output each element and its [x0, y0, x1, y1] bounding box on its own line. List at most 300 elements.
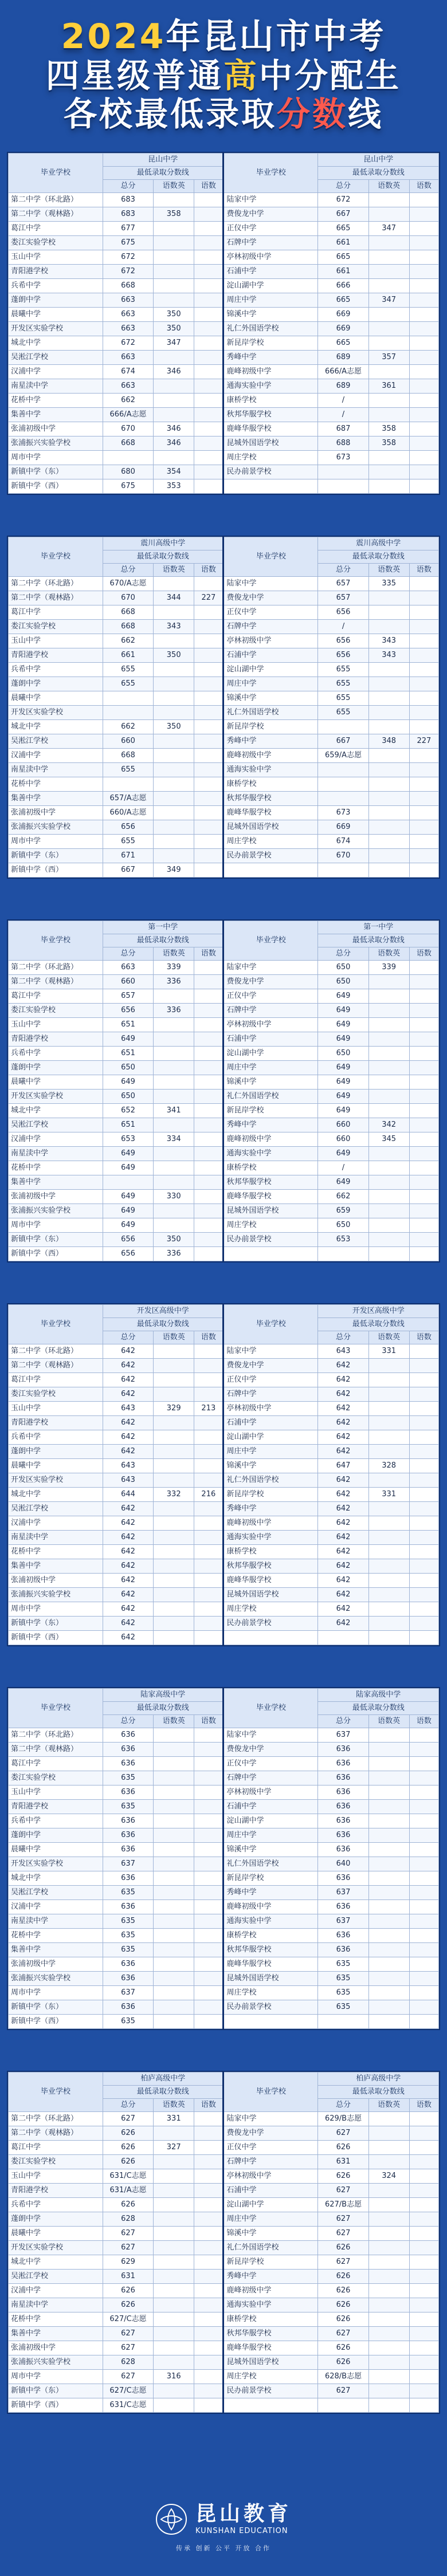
total-score-cell: 627	[103, 2341, 153, 2355]
table-row	[9, 1090, 439, 1104]
chinese-math-cell	[194, 1359, 223, 1373]
header-school: 毕业学校	[223, 921, 318, 961]
total-score-cell: 637	[318, 1886, 368, 1900]
school-name-cell: 周庄中学	[223, 677, 318, 691]
chinese-math-cell	[194, 1843, 223, 1857]
school-name-cell: 张浦振兴实验学校	[9, 1972, 103, 1986]
school-name-cell: 石牌中学	[223, 620, 318, 634]
total-score-cell: 649	[103, 1190, 153, 1204]
school-name-cell: 吴淞江学校	[9, 2270, 103, 2284]
total-score-cell: 655	[318, 706, 368, 720]
header-chinese-math-english: 语数英	[154, 947, 194, 961]
total-score-cell: 642	[318, 1559, 368, 1574]
school-name-cell: 兵希中学	[9, 1814, 103, 1828]
chinese-math-english-cell	[154, 1032, 194, 1047]
chinese-math-english-cell	[154, 706, 194, 720]
chinese-math-cell	[194, 1459, 223, 1473]
school-name-cell: 鹿峰华服学校	[223, 1574, 318, 1588]
total-score-cell: 688	[318, 436, 368, 451]
chinese-math-english-cell	[154, 2298, 194, 2312]
table-row	[9, 2327, 439, 2341]
chinese-math-cell	[409, 351, 438, 365]
school-name-cell: 葛江中学	[9, 2141, 103, 2155]
chinese-math-english-cell	[154, 663, 194, 677]
school-name-cell: 集善中学	[9, 2327, 103, 2341]
header-school: 毕业学校	[9, 921, 103, 961]
chinese-math-cell	[409, 1402, 438, 1416]
table-row	[9, 1900, 439, 1914]
chinese-math-english-cell	[368, 2015, 409, 2029]
school-name-cell: 周市中学	[9, 1602, 103, 1617]
header-chinese-math-english: 语数英	[368, 2099, 409, 2112]
school-name-cell: 开发区实验学校	[9, 1090, 103, 1104]
total-score-cell: 642	[318, 1359, 368, 1373]
chinese-math-cell	[194, 1373, 223, 1387]
chinese-math-english-cell	[154, 1757, 194, 1771]
school-name-cell	[223, 1631, 318, 1645]
table-row	[9, 677, 439, 691]
chinese-math-english-cell: 350	[154, 720, 194, 734]
table-row	[9, 849, 439, 863]
school-name-cell: 兵希中学	[9, 1047, 103, 1061]
chinese-math-english-cell	[368, 1900, 409, 1914]
score-section	[7, 1687, 440, 2030]
chinese-math-cell	[409, 222, 438, 236]
chinese-math-english-cell	[154, 2398, 194, 2413]
chinese-math-english-cell	[368, 1857, 409, 1871]
school-name-cell	[223, 479, 318, 494]
table-row	[9, 1574, 439, 1588]
total-score-cell: 668	[103, 605, 153, 620]
chinese-math-english-cell	[154, 763, 194, 777]
chinese-math-cell	[194, 1617, 223, 1631]
total-score-cell: 656	[103, 820, 153, 835]
chinese-math-english-cell	[154, 1843, 194, 1857]
chinese-math-cell	[194, 663, 223, 677]
chinese-math-english-cell	[368, 1588, 409, 1602]
chinese-math-english-cell	[154, 2284, 194, 2298]
header-chinese-math: 语数	[409, 564, 438, 577]
chinese-math-cell	[409, 1190, 438, 1204]
table-row	[9, 1785, 439, 1800]
school-name-cell: 亭林初级中学	[223, 1785, 318, 1800]
total-score-cell: 660	[318, 1132, 368, 1147]
chinese-math-english-cell	[154, 2312, 194, 2327]
score-table	[8, 1688, 439, 2029]
total-score-cell: 626	[318, 2270, 368, 2284]
logo-mark-icon	[155, 2503, 187, 2535]
logo-chinese-name: 昆山教育	[195, 2502, 292, 2526]
school-name-cell: 正仪中学	[223, 2141, 318, 2155]
school-name-cell: 周市中学	[9, 451, 103, 465]
total-score-cell: 636	[103, 1785, 153, 1800]
school-name-cell: 石牌中学	[223, 236, 318, 250]
chinese-math-cell	[409, 849, 438, 863]
table-row	[9, 2169, 439, 2184]
header-chinese-math-english: 语数英	[154, 564, 194, 577]
total-score-cell: 635	[103, 1929, 153, 1943]
total-score-cell: 631/A志愿	[103, 2184, 153, 2198]
chinese-math-cell: 216	[194, 1488, 223, 1502]
chinese-math-english-cell	[154, 1771, 194, 1785]
school-name-cell: 青阳港学校	[9, 1416, 103, 1430]
chinese-math-cell	[194, 1387, 223, 1402]
total-score-cell: 677	[103, 222, 153, 236]
school-name-cell: 吴淞江学校	[9, 1118, 103, 1132]
school-name-cell: 玉山中学	[9, 1018, 103, 1032]
chinese-math-cell	[194, 1785, 223, 1800]
chinese-math-cell	[194, 835, 223, 849]
total-score-cell: 626	[103, 2198, 153, 2212]
chinese-math-cell	[409, 193, 438, 207]
chinese-math-cell	[194, 577, 223, 591]
header-chinese-math: 语数	[194, 564, 223, 577]
chinese-math-cell	[194, 2255, 223, 2270]
table-row	[9, 379, 439, 394]
school-name-cell: 正仪中学	[223, 605, 318, 620]
school-name-cell: 兵希中学	[9, 1430, 103, 1445]
school-name-cell: 吴淞江学校	[9, 1502, 103, 1516]
table-row	[9, 394, 439, 408]
chinese-math-english-cell	[154, 1972, 194, 1986]
table-row	[9, 835, 439, 849]
total-score-cell: 636	[103, 1757, 153, 1771]
school-name-cell: 锦溪中学	[223, 308, 318, 322]
school-name-cell: 第二中学（观林路）	[9, 2126, 103, 2141]
chinese-math-cell	[194, 2184, 223, 2198]
school-name-cell: 城北中学	[9, 720, 103, 734]
total-score-cell: 636	[318, 1800, 368, 1814]
total-score-cell: 642	[318, 1402, 368, 1416]
total-score-cell: 663	[103, 379, 153, 394]
school-name-cell: 锦溪中学	[223, 1843, 318, 1857]
total-score-cell: 649	[103, 1075, 153, 1090]
table-row	[9, 2155, 439, 2169]
chinese-math-english-cell	[368, 720, 409, 734]
chinese-math-english-cell	[154, 1430, 194, 1445]
total-score-cell: 636	[103, 1743, 153, 1757]
chinese-math-english-cell: 336	[154, 975, 194, 989]
chinese-math-english-cell: 341	[154, 1104, 194, 1118]
chinese-math-english-cell	[368, 2341, 409, 2355]
chinese-math-english-cell	[368, 1402, 409, 1416]
school-name-cell: 兵希中学	[9, 279, 103, 293]
total-score-cell: 636	[103, 1814, 153, 1828]
chinese-math-cell	[409, 250, 438, 265]
chinese-math-cell	[194, 1588, 223, 1602]
total-score-cell: 642	[103, 1344, 153, 1359]
chinese-math-cell	[409, 1090, 438, 1104]
chinese-math-cell	[194, 1814, 223, 1828]
header-min-score: 最低录取分数线	[103, 1702, 223, 1715]
chinese-math-english-cell	[154, 1588, 194, 1602]
total-score-cell: 655	[103, 677, 153, 691]
title-line-2-b: 中分配生	[259, 56, 402, 95]
chinese-math-cell	[409, 1857, 438, 1871]
total-score-cell: 652	[103, 1104, 153, 1118]
school-name-cell: 鹿峰华服学校	[223, 2341, 318, 2355]
header-school: 毕业学校	[223, 2072, 318, 2112]
total-score-cell: 655	[103, 663, 153, 677]
total-score-cell: 635	[103, 1886, 153, 1900]
table-row	[9, 1473, 439, 1488]
school-name-cell: 张浦初级中学	[9, 1190, 103, 1204]
table-row	[9, 1757, 439, 1771]
chinese-math-english-cell	[154, 1147, 194, 1161]
table-row	[9, 408, 439, 422]
total-score-cell: 627/C志愿	[103, 2312, 153, 2327]
total-score-cell: 660	[318, 1118, 368, 1132]
total-score-cell: /	[318, 408, 368, 422]
total-score-cell: 655	[103, 835, 153, 849]
chinese-math-cell	[194, 250, 223, 265]
chinese-math-cell	[409, 1416, 438, 1430]
total-score-cell: 649	[318, 1032, 368, 1047]
school-name-cell: 鹿峰初级中学	[223, 1132, 318, 1147]
chinese-math-cell	[409, 1545, 438, 1559]
chinese-math-english-cell: 331	[368, 1344, 409, 1359]
school-name-cell: 秋邦华服学校	[223, 2327, 318, 2341]
total-score-cell: 643	[103, 1473, 153, 1488]
chinese-math-cell	[409, 605, 438, 620]
chinese-math-cell	[409, 2141, 438, 2155]
chinese-math-english-cell	[368, 1161, 409, 1175]
total-score-cell: 636	[318, 1785, 368, 1800]
chinese-math-english-cell	[368, 2398, 409, 2413]
school-name-cell: 花桥中学	[9, 2312, 103, 2327]
chinese-math-cell	[409, 1118, 438, 1132]
score-section	[7, 2071, 440, 2414]
chinese-math-cell	[194, 2198, 223, 2212]
school-name-cell: 康桥学校	[223, 777, 318, 792]
header-chinese-math: 语数	[409, 180, 438, 193]
chinese-math-english-cell	[368, 1914, 409, 1929]
chinese-math-cell	[194, 777, 223, 792]
school-name-cell: 周市中学	[9, 1218, 103, 1233]
total-score-cell: 636	[103, 1871, 153, 1886]
school-name-cell: 周庄中学	[223, 1828, 318, 1843]
school-name-cell: 新镇中学（东）	[9, 1233, 103, 1247]
header-school: 毕业学校	[223, 537, 318, 577]
table-row	[9, 1986, 439, 2000]
school-name-cell: 陆家中学	[223, 1344, 318, 1359]
table-row	[9, 1800, 439, 1814]
total-score-cell: 636	[318, 1814, 368, 1828]
chinese-math-cell	[194, 408, 223, 422]
school-name-cell: 通海实验中学	[223, 2298, 318, 2312]
school-name-cell: 南星渎中学	[9, 379, 103, 394]
chinese-math-cell	[194, 1047, 223, 1061]
school-name-cell: 张浦初级中学	[9, 2341, 103, 2355]
total-score-cell: 656	[318, 648, 368, 663]
school-name-cell: 通海实验中学	[223, 379, 318, 394]
chinese-math-cell	[194, 422, 223, 436]
total-score-cell: 663	[103, 308, 153, 322]
chinese-math-cell	[409, 634, 438, 648]
chinese-math-english-cell	[154, 1743, 194, 1757]
chinese-math-cell	[194, 734, 223, 749]
chinese-math-cell	[194, 193, 223, 207]
chinese-math-english-cell: 343	[154, 620, 194, 634]
chinese-math-cell	[409, 1814, 438, 1828]
chinese-math-english-cell: 346	[154, 436, 194, 451]
chinese-math-english-cell	[154, 1344, 194, 1359]
chinese-math-cell	[409, 1771, 438, 1785]
chinese-math-cell	[194, 1090, 223, 1104]
chinese-math-english-cell	[154, 1516, 194, 1531]
chinese-math-english-cell	[368, 1957, 409, 1972]
total-score-cell: 649	[318, 1147, 368, 1161]
table-row	[9, 236, 439, 250]
school-name-cell: 周庄学校	[223, 451, 318, 465]
school-name-cell: 正仪中学	[223, 1757, 318, 1771]
chinese-math-cell	[409, 1943, 438, 1957]
chinese-math-english-cell	[154, 1886, 194, 1900]
total-score-cell: 626	[103, 2298, 153, 2312]
total-score-cell: 627	[103, 2112, 153, 2126]
chinese-math-cell	[194, 1061, 223, 1075]
header-total: 总分	[318, 1331, 368, 1344]
total-score-cell: 661	[318, 236, 368, 250]
chinese-math-cell	[194, 1004, 223, 1018]
total-score-cell: 642	[103, 1602, 153, 1617]
total-score-cell: 626	[103, 2284, 153, 2298]
chinese-math-cell	[409, 975, 438, 989]
chinese-math-english-cell: 342	[368, 1118, 409, 1132]
school-name-cell: 石浦中学	[223, 1416, 318, 1430]
chinese-math-cell	[194, 961, 223, 975]
school-name-cell: 秀峰中学	[223, 1118, 318, 1132]
chinese-math-cell	[409, 451, 438, 465]
total-score-cell: 636	[318, 1929, 368, 1943]
total-score-cell: 636	[103, 1900, 153, 1914]
table-row	[9, 1104, 439, 1118]
chinese-math-english-cell	[368, 763, 409, 777]
total-score-cell: /	[318, 394, 368, 408]
chinese-math-english-cell	[154, 2270, 194, 2284]
total-score-cell: 629	[103, 2255, 153, 2270]
chinese-math-english-cell	[368, 792, 409, 806]
chinese-math-english-cell	[154, 408, 194, 422]
header-total: 总分	[103, 180, 153, 193]
school-name-cell: 鹿峰初级中学	[223, 1900, 318, 1914]
header-chinese-math-english: 语数英	[368, 180, 409, 193]
chinese-math-cell	[194, 394, 223, 408]
chinese-math-cell	[409, 308, 438, 322]
school-name-cell: 娄江实验学校	[9, 236, 103, 250]
header-total: 总分	[103, 1331, 153, 1344]
table-row	[9, 1559, 439, 1574]
chinese-math-cell	[409, 1800, 438, 1814]
chinese-math-english-cell	[154, 806, 194, 820]
school-name-cell: 费俊龙中学	[223, 2126, 318, 2141]
school-name-cell: 康桥学校	[223, 394, 318, 408]
chinese-math-cell	[409, 2370, 438, 2384]
chinese-math-cell	[194, 691, 223, 706]
chinese-math-cell	[194, 2284, 223, 2298]
school-name-cell: 通海实验中学	[223, 1914, 318, 1929]
chinese-math-cell	[194, 2212, 223, 2227]
chinese-math-cell	[194, 2241, 223, 2255]
table-row	[9, 451, 439, 465]
table-row	[9, 1204, 439, 1218]
total-score-cell: 663	[103, 322, 153, 336]
chinese-math-english-cell	[368, 1800, 409, 1814]
total-score-cell: 668	[103, 279, 153, 293]
total-score-cell: 636	[318, 1900, 368, 1914]
chinese-math-english-cell	[154, 2227, 194, 2241]
chinese-math-english-cell	[154, 1559, 194, 1574]
total-score-cell: 636	[318, 1743, 368, 1757]
header-school: 毕业学校	[9, 2072, 103, 2112]
school-name-cell: 玉山中学	[9, 2169, 103, 2184]
chinese-math-english-cell	[368, 835, 409, 849]
school-name-cell: 娄江实验学校	[9, 2155, 103, 2169]
total-score-cell: 636	[318, 1871, 368, 1886]
total-score-cell: 637	[318, 1914, 368, 1929]
school-name-cell: 城北中学	[9, 1488, 103, 1502]
chinese-math-english-cell	[154, 394, 194, 408]
chinese-math-english-cell	[368, 2141, 409, 2155]
chinese-math-english-cell	[368, 465, 409, 479]
header-total: 总分	[318, 564, 368, 577]
school-name-cell: 石牌中学	[223, 1387, 318, 1402]
school-name-cell: 周庄学校	[223, 1986, 318, 2000]
header	[0, 0, 447, 149]
school-name-cell: 费俊龙中学	[223, 207, 318, 222]
chinese-math-cell	[194, 1986, 223, 2000]
chinese-math-cell	[194, 2141, 223, 2155]
total-score-cell: 650	[318, 975, 368, 989]
school-name-cell: 城北中学	[9, 1104, 103, 1118]
total-score-cell: 636	[103, 1728, 153, 1743]
chinese-math-english-cell	[368, 620, 409, 634]
chinese-math-cell	[409, 479, 438, 494]
chinese-math-english-cell: 328	[368, 1459, 409, 1473]
chinese-math-cell	[194, 706, 223, 720]
school-name-cell	[223, 2015, 318, 2029]
table-row	[9, 1828, 439, 1843]
chinese-math-cell	[194, 1574, 223, 1588]
chinese-math-english-cell: 349	[154, 863, 194, 878]
school-name-cell: 花桥中学	[9, 394, 103, 408]
chinese-math-cell	[194, 2155, 223, 2169]
school-name-cell: 石牌中学	[223, 2155, 318, 2169]
total-score-cell: 627	[318, 2384, 368, 2398]
footer	[0, 2469, 447, 2576]
school-name-cell: 周庄中学	[223, 1445, 318, 1459]
chinese-math-cell	[194, 2341, 223, 2355]
chinese-math-cell	[194, 1531, 223, 1545]
total-score-cell: 683	[103, 207, 153, 222]
total-score-cell: 627	[318, 2126, 368, 2141]
chinese-math-cell	[409, 1132, 438, 1147]
school-name-cell: 南星渎中学	[9, 1914, 103, 1929]
total-score-cell	[103, 777, 153, 792]
chinese-math-english-cell	[154, 451, 194, 465]
chinese-math-cell	[409, 2227, 438, 2241]
school-name-cell: 锦溪中学	[223, 1075, 318, 1090]
chinese-math-english-cell	[154, 2198, 194, 2212]
table-row	[9, 1032, 439, 1047]
chinese-math-cell	[194, 1132, 223, 1147]
table-row	[9, 351, 439, 365]
school-name-cell: 张浦振兴实验学校	[9, 1204, 103, 1218]
total-score-cell: 642	[103, 1502, 153, 1516]
chinese-math-english-cell	[154, 236, 194, 250]
chinese-math-english-cell: 343	[368, 634, 409, 648]
total-score-cell: 642	[318, 1617, 368, 1631]
